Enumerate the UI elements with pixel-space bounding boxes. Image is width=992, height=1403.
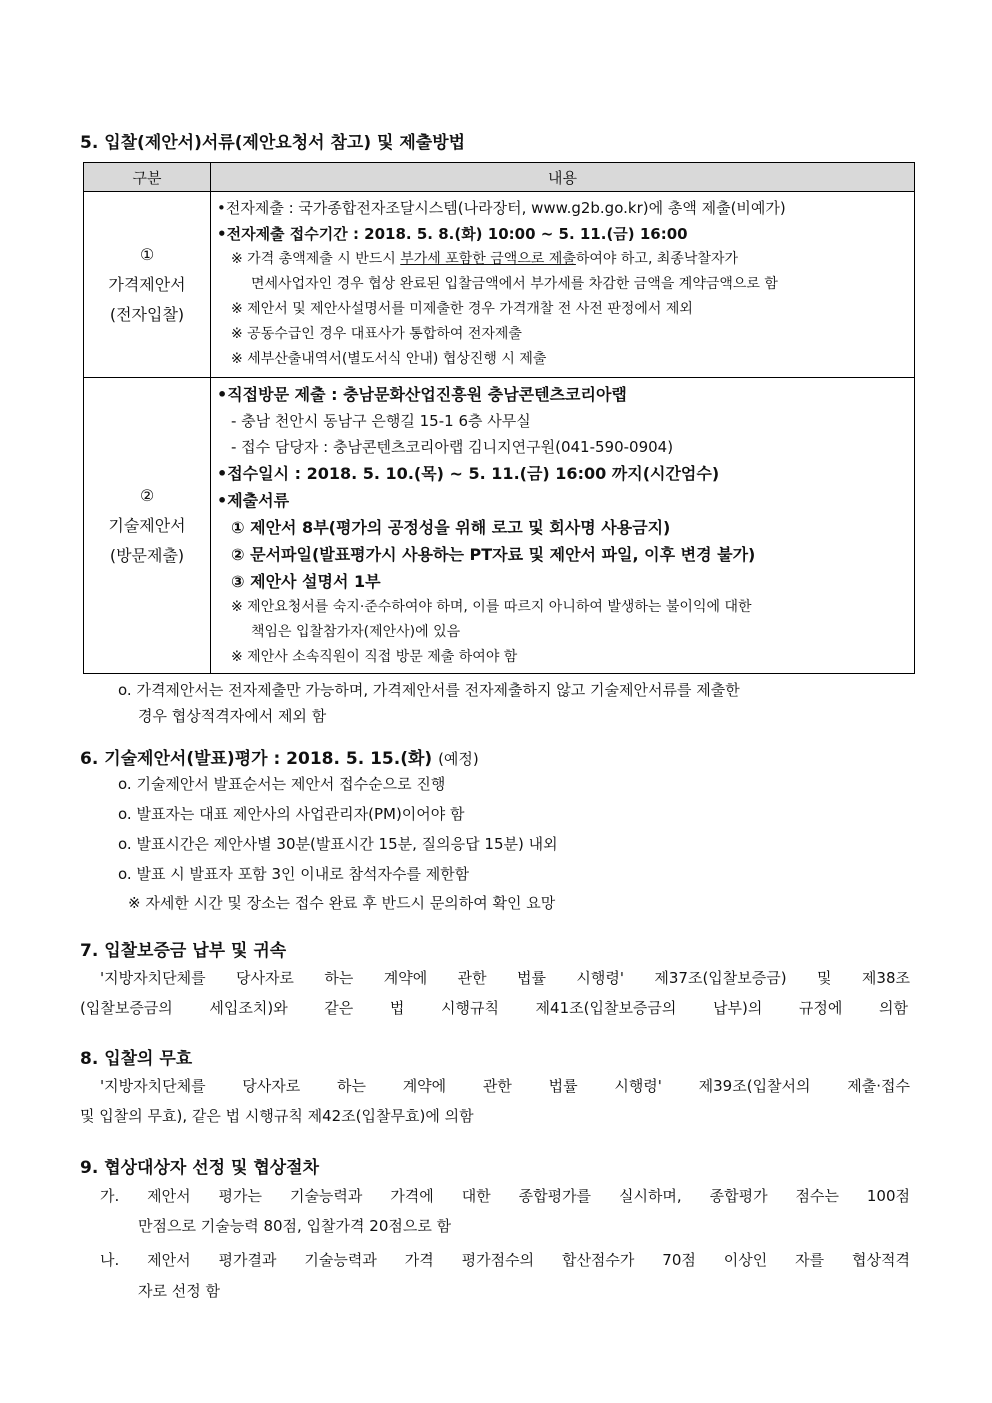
vat-note-underlined: 부가세 포함한 금액으로 제출: [400, 251, 576, 267]
document-item-2: ② 문서파일(발표평가시 사용하는 PT자료 및 제안서 파일, 이후 변경 불가): [231, 545, 756, 564]
vat-note: [217, 247, 908, 272]
joint-bid-note: ※ 공동수급인 경우 대표사가 통합하여 전자제출: [231, 326, 522, 342]
presentation-item-2: o. 발표자는 대표 제안사의 사업관리자(PM)이어야 함: [118, 805, 465, 823]
document-item-3: ③ 제안사 설명서 1부: [231, 572, 381, 591]
tech-proposal-method: (방문제출): [109, 545, 185, 565]
evaluation-item-a: 가. 제안서 평가는 기술능력과 가격에 대한 종합평가를 실시하며, 종합평가 점수는 100점: [100, 1187, 910, 1205]
section-5-heading: 5. 입찰(제안서)서류(제안요청서 참고) 및 제출방법: [80, 133, 466, 153]
compliance-note: ※ 제안요청서를 숙지·준수하여야 하며, 이를 따르지 아니하여 발생하는 불이익에 대한: [231, 599, 752, 615]
price-proposal-content: [211, 192, 915, 378]
electronic-submission-line: •전자제출 : 국가종합전자조달시스템(나라장터, www.g2b.go.kr)에 총액 제출(비예가): [217, 199, 786, 217]
price-proposal-cell: [84, 192, 211, 378]
table-header-category: 구분: [84, 163, 211, 192]
staff-visit-note: ※ 제안사 소속직원이 직접 방문 제출 하여야 함: [231, 649, 518, 665]
section-9-heading: 9. 협상대상자 선정 및 협상절차: [80, 1158, 320, 1178]
contact-line: - 접수 담당자 : 충남콘텐츠코리아랩 김니지연구원(041-590-0904): [231, 438, 674, 456]
compliance-note-continuation: 책임은 입찰참가자(제안사)에 있음: [251, 624, 461, 640]
presentation-item-3: o. 발표시간은 제안사별 30분(발표시간 15분, 질의응답 15분) 내외: [118, 835, 558, 853]
section-6-heading: [80, 744, 479, 769]
evaluation-item-a-continuation: 만점으로 기술능력 80점, 입찰가격 20점으로 함: [138, 1217, 452, 1235]
section-8-line-1: '지방자치단체를 당사자로 하는 계약에 관한 법률 시행령' 제39조(입찰서의 제출·접수: [100, 1077, 910, 1095]
price-proposal-notice-continuation: 경우 협상적격자에서 제외 함: [138, 707, 327, 725]
section-8-heading: 8. 입찰의 무효: [80, 1049, 193, 1069]
presentation-item-4: o. 발표 시 발표자 포함 3인 이내로 참석자수를 제한함: [118, 865, 470, 883]
section-8-line-2: 및 입찰의 무효), 같은 법 시행규칙 제42조(입찰무효)에 의함: [80, 1107, 474, 1125]
tech-proposal-number: ②: [139, 485, 155, 505]
price-proposal-notice: o. 가격제안서는 전자제출만 가능하며, 가격제안서를 전자제출하지 않고 기술제안서류를 제출한: [118, 681, 740, 699]
presentation-note: ※ 자세한 시간 및 장소는 접수 완료 후 반드시 문의하여 확인 요망: [128, 894, 556, 912]
price-proposal-number: ①: [139, 244, 155, 264]
visit-submission-line: •직접방문 제출 : 충남문화산업진흥원 충남콘텐츠코리아랩: [217, 385, 627, 404]
tech-proposal-title: 기술제안서: [108, 515, 186, 535]
section-7-line-2: (입찰보증금의 세입조치)와 같은 법 시행규칙 제41조(입찰보증금의 납부)의 규정에 의함: [80, 999, 908, 1017]
reception-date-line: •접수일시 : 2018. 5. 10.(목) ~ 5. 11.(금) 16:00 까지(시간엄수): [217, 464, 720, 483]
section-7-line-1: '지방자치단체를 당사자로 하는 계약에 관한 법률 시행령' 제37조(입찰보증금) 및 제38조: [100, 969, 910, 987]
tech-proposal-content: [211, 378, 915, 674]
document-item-1: ① 제안서 8부(평가의 공정성을 위해 로고 및 회사명 사용금지): [231, 518, 671, 537]
documents-heading: •제출서류: [217, 491, 290, 510]
section-6-tentative: (예정): [438, 750, 479, 768]
evaluation-item-b: 나. 제안서 평가결과 기술능력과 가격 평가점수의 합산점수가 70점 이상인 자를 협상적격: [100, 1251, 910, 1269]
cost-breakdown-note: ※ 세부산출내역서(별도서식 안내) 협상진행 시 제출: [231, 351, 547, 367]
submission-table: [83, 162, 915, 674]
evaluation-item-b-continuation: 자로 선정 함: [138, 1282, 220, 1300]
price-proposal-title: 가격제안서: [108, 274, 186, 294]
tech-proposal-cell: [84, 378, 211, 674]
electronic-period-line: •전자제출 접수기간 : 2018. 5. 8.(화) 10:00 ~ 5. 11.(금) 16:00: [217, 225, 688, 243]
vat-note-post: 하여야 하고, 최종낙찰자가: [575, 251, 738, 267]
address-line: - 충남 천안시 동남구 은행길 15-1 6층 사무실: [231, 412, 531, 430]
section-7-heading: 7. 입찰보증금 납부 및 귀속: [80, 941, 287, 961]
table-header-content: 내용: [211, 163, 915, 192]
presentation-item-1: o. 기술제안서 발표순서는 제안서 접수순으로 진행: [118, 775, 446, 793]
section-6-title: 6. 기술제안서(발표)평가 : 2018. 5. 15.(화): [80, 749, 433, 769]
missing-docs-note: ※ 제안서 및 제안사설명서를 미제출한 경우 가격개찰 전 사전 판정에서 제외: [231, 301, 693, 317]
vat-note-pre: ※ 가격 총액제출 시 반드시: [231, 251, 401, 267]
vat-note-continuation: 면세사업자인 경우 협상 완료된 입찰금액에서 부가세를 차감한 금액을 계약금액으로 함: [251, 276, 778, 292]
price-proposal-method: (전자입찰): [109, 304, 185, 324]
